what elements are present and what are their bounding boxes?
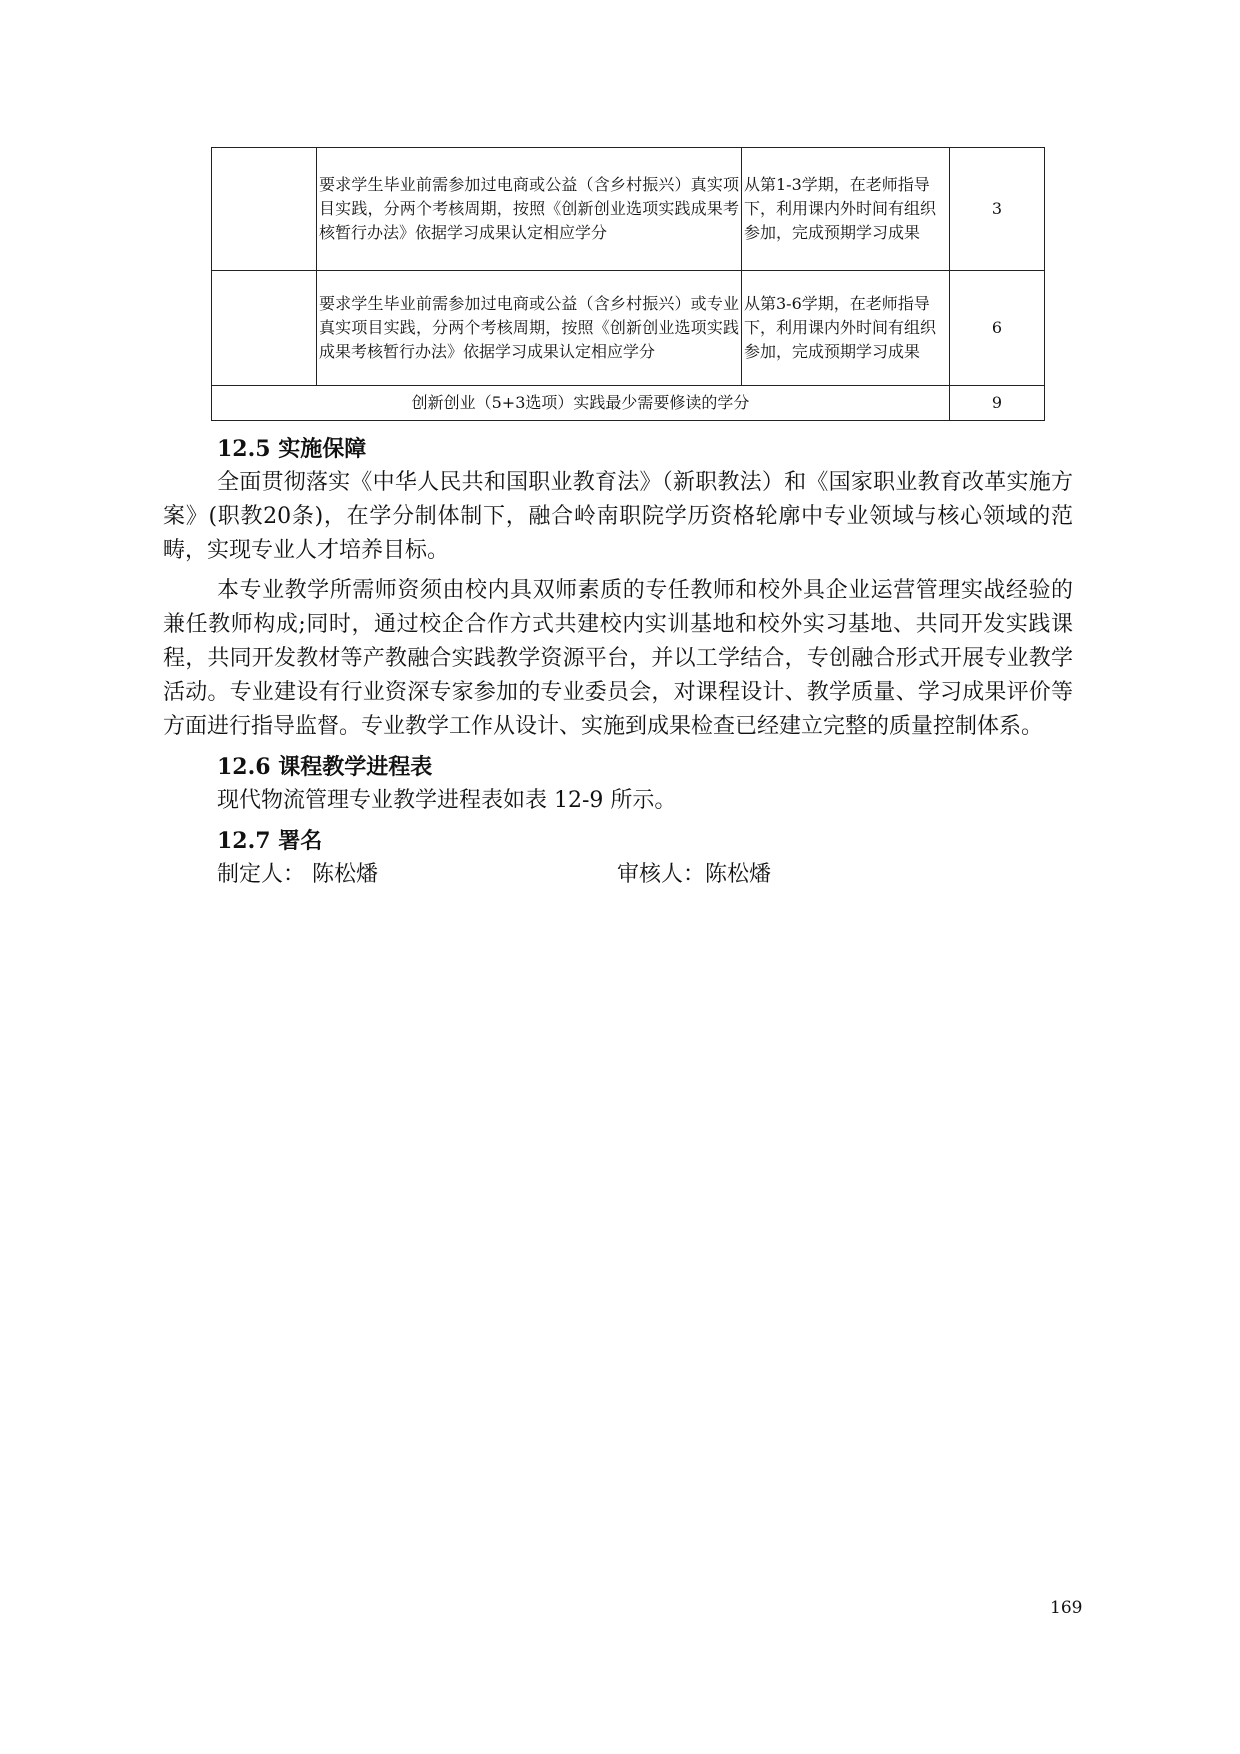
requirement-cell: 要求学生毕业前需参加过电商或公益（含乡村振兴）真实项目实践，分两个考核周期，按照《创新创业选项实践成果考核暂行办法》依据学习成果认定相应学分 xyxy=(317,148,742,271)
signature-line xyxy=(163,858,1073,892)
summary-row xyxy=(212,386,1045,421)
drafter: 制定人： 陈松燔 xyxy=(217,862,378,887)
section-heading-12-7: 12.7 署名 xyxy=(217,828,323,854)
section-heading-12-6: 12.6 课程教学进程表 xyxy=(217,754,433,780)
credit-cell: 3 xyxy=(950,148,1045,271)
summary-label: 创新创业（5+3选项）实践最少需要修读的学分 xyxy=(212,386,950,421)
summary-credit: 9 xyxy=(950,386,1045,421)
requirement-cell: 要求学生毕业前需参加过电商或公益（含乡村振兴）或专业真实项目实践，分两个考核周期，按照《创新创业选项实践成果考核暂行办法》依据学习成果认定相应学分 xyxy=(317,271,742,386)
credit-table-container xyxy=(211,147,1036,421)
credit-cell: 6 xyxy=(950,271,1045,386)
paragraph: 本专业教学所需师资须由校内具双师素质的专任教师和校外具企业运营管理实战经验的兼任教师构成;同时，通过校企合作方式共建校内实训基地和校外实习基地、共同开发实践课程，共同开发教材等产教融合实践教学资源平台，并以工学结合，专创融合形式开展专业教学活动。专业建设有行业资深专家参加的专业委员会，对课程设计、教学质量、学习成果评价等方面进行指导监督。专业教学工作从设计、实施到成果检查已经建立完整的质量控制体系。 xyxy=(163,578,1073,739)
paragraph: 现代物流管理专业教学进程表如表 12-9 所示。 xyxy=(217,788,677,813)
credit-table xyxy=(211,147,1045,421)
arrangement-cell: 从第1-3学期，在老师指导下，利用课内外时间有组织参加，完成预期学习成果 xyxy=(742,148,950,271)
category-cell xyxy=(212,148,317,271)
document-body xyxy=(163,432,1073,892)
table-row xyxy=(212,148,1045,271)
section-heading-12-5: 12.5 实施保障 xyxy=(217,436,367,462)
category-cell xyxy=(212,271,317,386)
table-row xyxy=(212,271,1045,386)
reviewer: 审核人：陈松燔 xyxy=(617,862,772,887)
arrangement-cell: 从第3-6学期，在老师指导下，利用课内外时间有组织参加，完成预期学习成果 xyxy=(742,271,950,386)
page-number: 169 xyxy=(1050,1598,1083,1618)
paragraph: 全面贯彻落实《中华人民共和国职业教育法》（新职教法）和《国家职业教育改革实施方案》(职教20条)，在学分制体制下，融合岭南职院学历资格轮廓中专业领域与核心领域的范畴，实现专业人才培养目标。 xyxy=(163,470,1073,563)
